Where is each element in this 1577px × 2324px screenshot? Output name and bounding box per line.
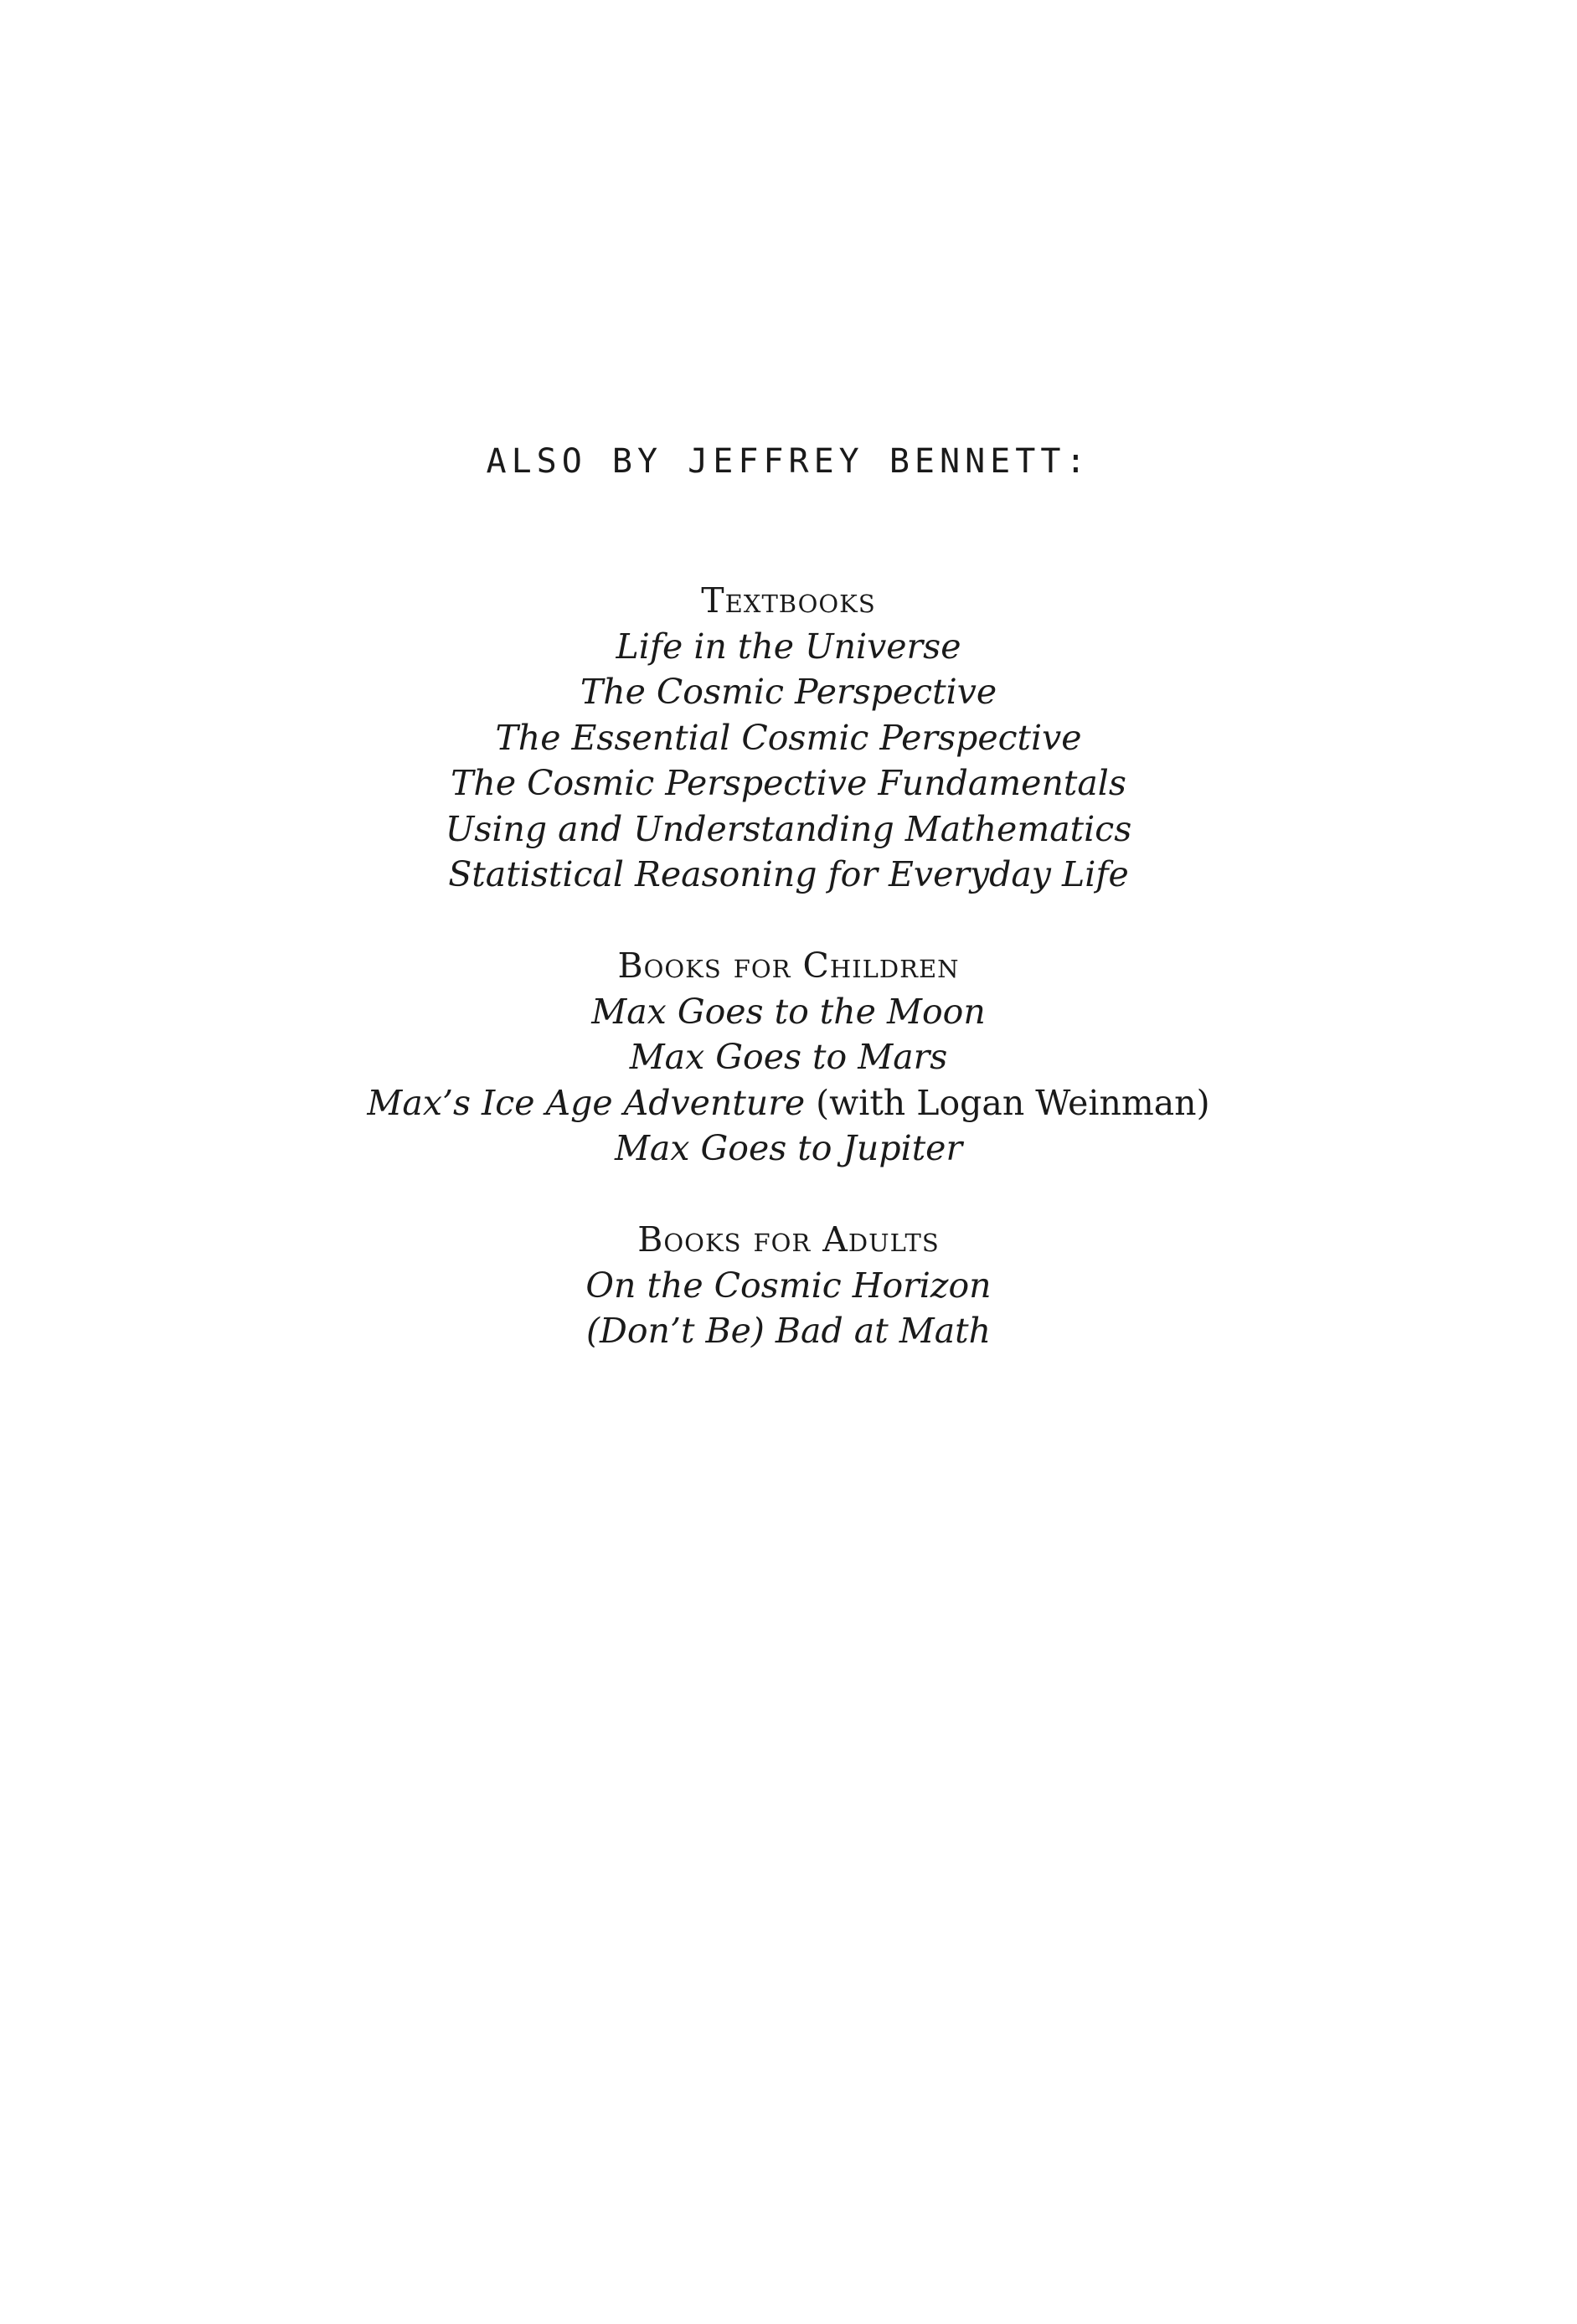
coauthor-note: (with Logan Weinman) (805, 1082, 1210, 1123)
list-item (0, 624, 1577, 670)
section-books-for-children (0, 943, 1577, 1172)
list-item (0, 1034, 1577, 1080)
book-title: Max Goes to the Moon (591, 991, 986, 1032)
list-item (0, 989, 1577, 1035)
book-title: The Cosmic Perspective Fundamentals (451, 763, 1126, 803)
book-title: The Essential Cosmic Perspective (495, 717, 1082, 758)
book-title: Using and Understanding Mathematics (445, 808, 1132, 849)
list-item (0, 1263, 1577, 1309)
book-title: Life in the Universe (616, 626, 961, 667)
list-item (0, 715, 1577, 761)
list-item (0, 852, 1577, 898)
list-item (0, 669, 1577, 715)
book-title: Max Goes to Mars (629, 1037, 948, 1077)
book-title: The Cosmic Perspective (580, 672, 997, 712)
section-books-for-adults (0, 1217, 1577, 1354)
book-list (0, 578, 1577, 1399)
list-item (0, 806, 1577, 853)
book-title: Statistical Reasoning for Everyday Life (448, 854, 1129, 894)
section-heading: Books for Children (617, 946, 960, 986)
list-item (0, 760, 1577, 806)
book-title: (Don’t Be) Bad at Math (585, 1311, 992, 1351)
section-heading: Books for Adults (637, 1219, 940, 1260)
book-title: Max’s Ice Age Adventure (367, 1082, 806, 1123)
book-title: On the Cosmic Horizon (585, 1265, 992, 1306)
section-textbooks (0, 578, 1577, 898)
list-item (0, 1308, 1577, 1354)
list-item (0, 1080, 1577, 1126)
page-header: ALSO BY JEFFREY BENNETT: (486, 442, 1091, 481)
list-item (0, 1126, 1577, 1172)
section-heading: Textbooks (701, 580, 876, 621)
book-title: Max Goes to Jupiter (614, 1128, 963, 1168)
